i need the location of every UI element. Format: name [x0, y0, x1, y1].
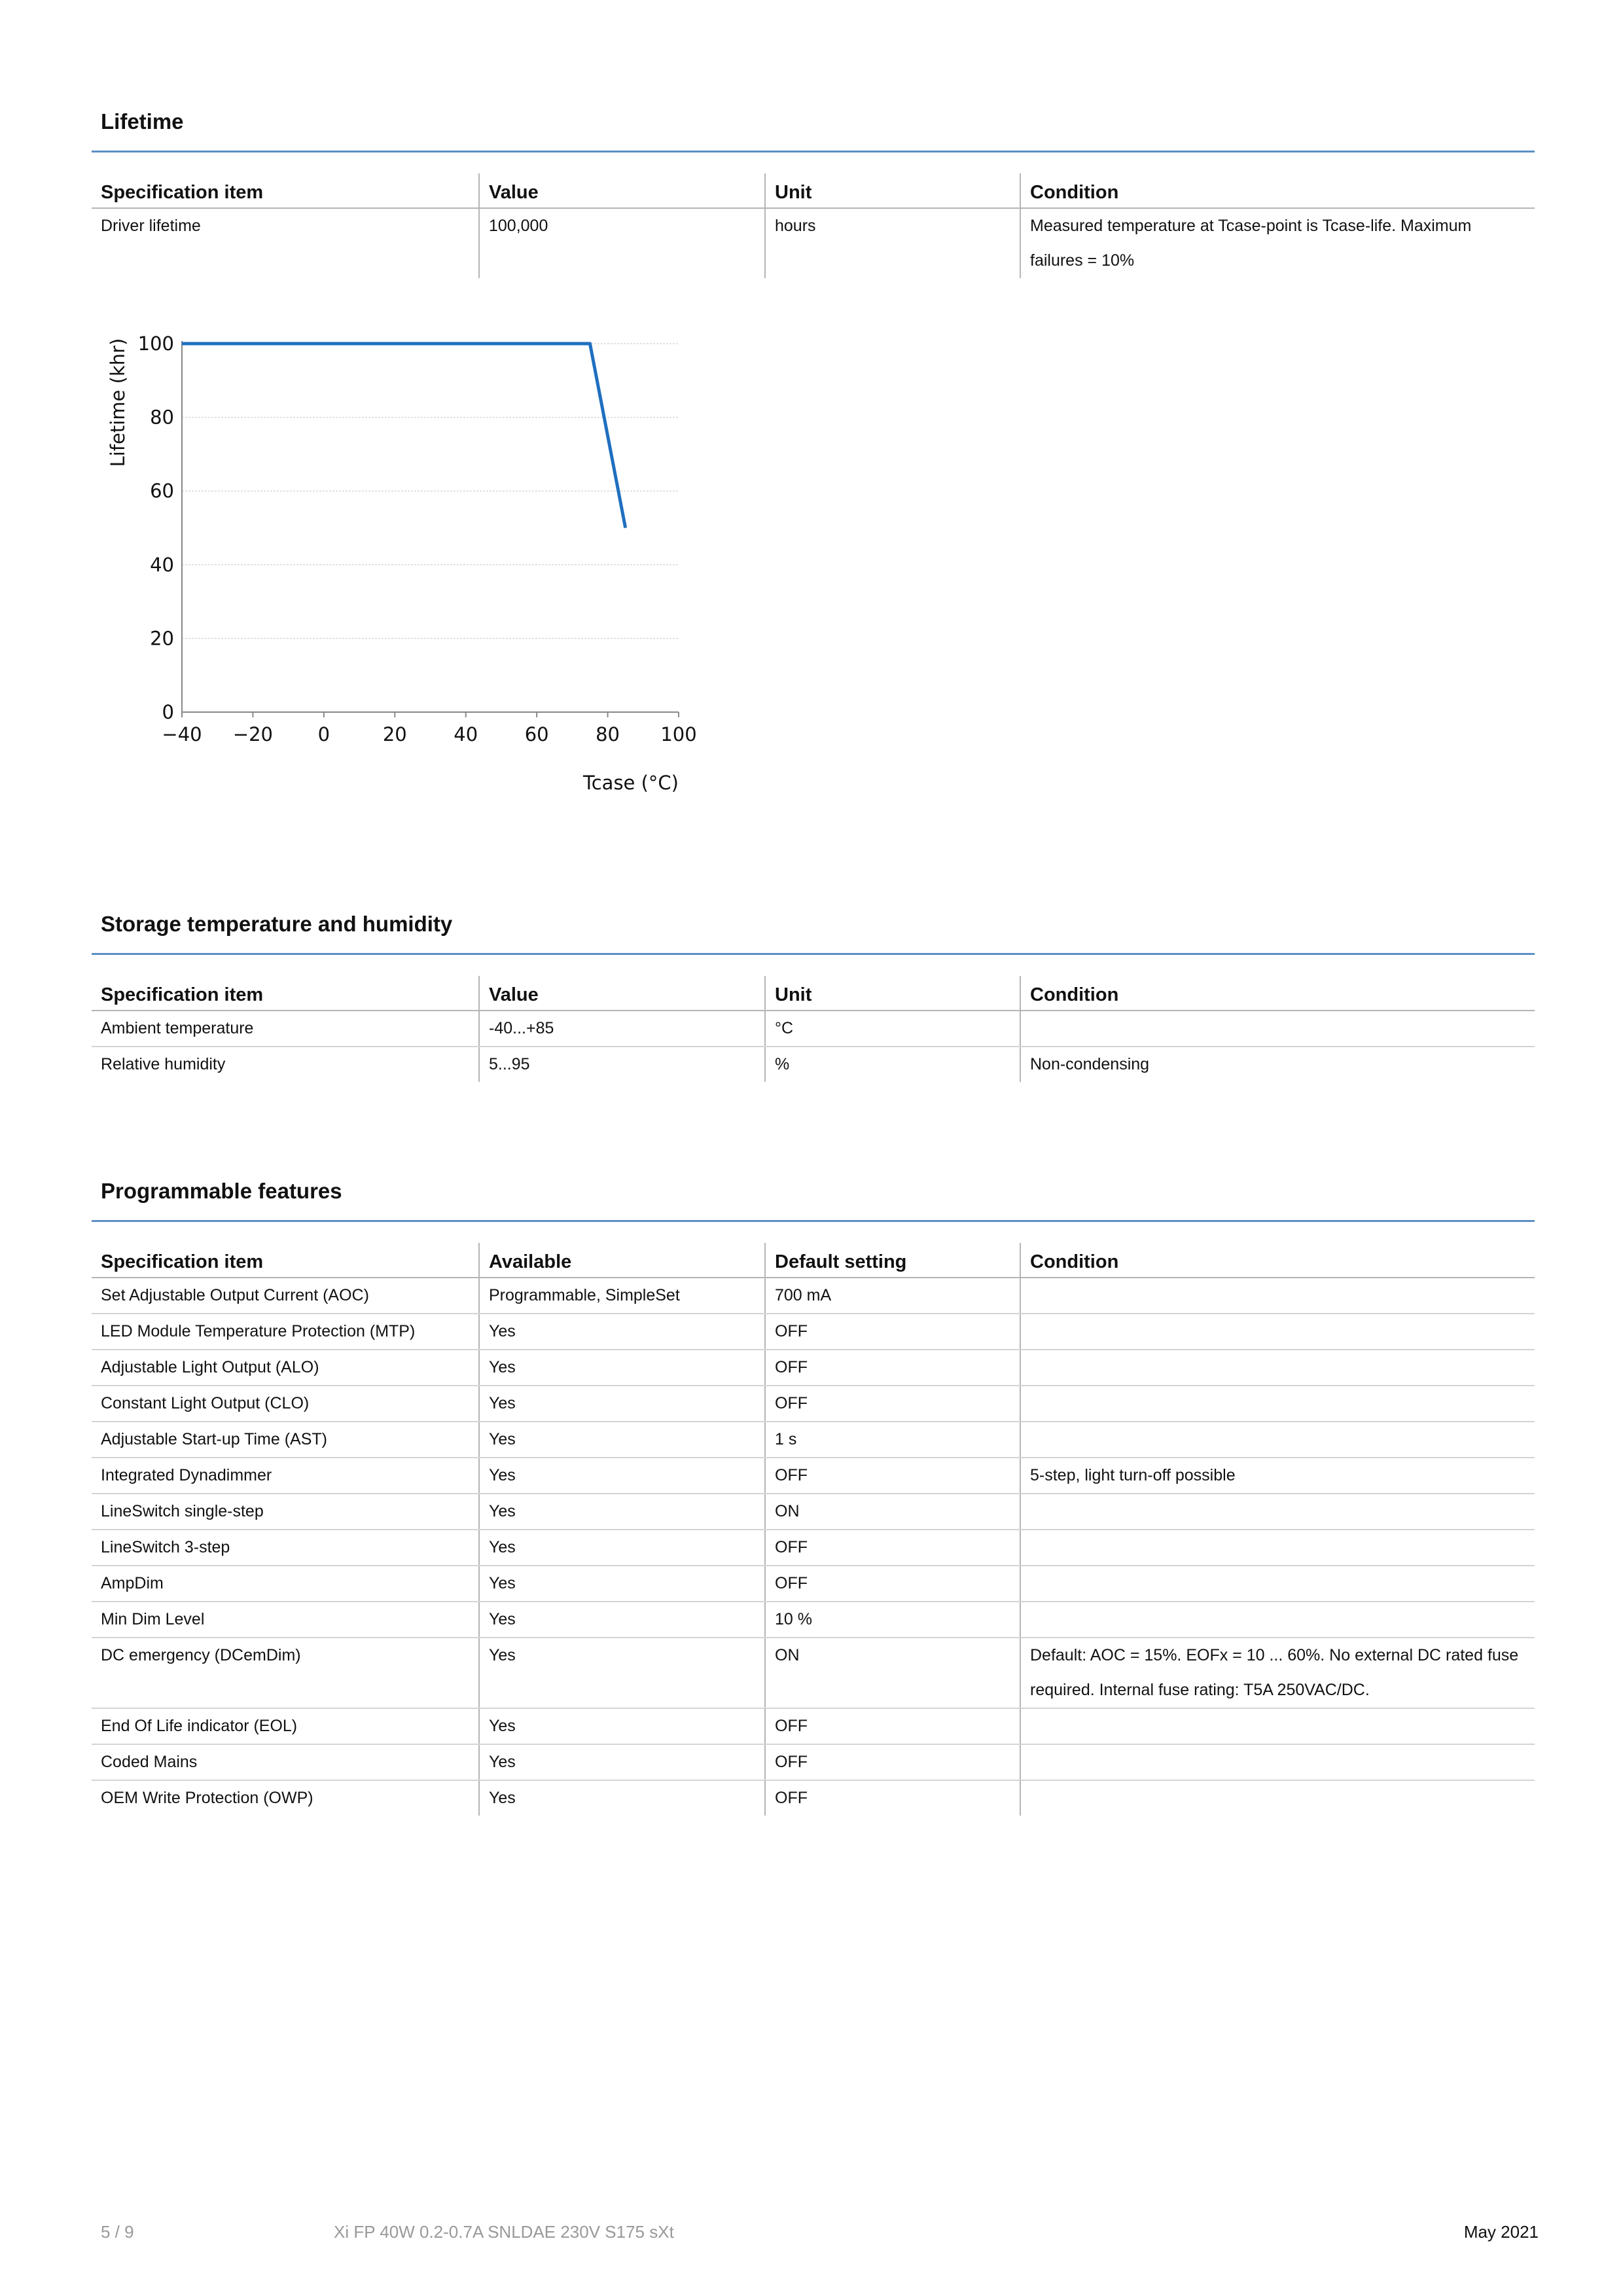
table-cell: Constant Light Output (CLO)	[92, 1386, 479, 1422]
column-header: Specification item	[92, 173, 479, 208]
table-cell: Relative humidity	[101, 1055, 226, 1073]
table-cell: LED Module Temperature Protection (MTP)	[92, 1314, 479, 1350]
table-cell: OFF	[765, 1350, 1020, 1386]
table-cell	[1020, 1530, 1535, 1566]
table-row	[92, 1602, 1535, 1638]
y-tick-label: 60	[150, 480, 174, 503]
table-cell: OFF	[765, 1314, 1020, 1350]
table-cell	[1020, 1350, 1535, 1386]
table-cell: Yes	[479, 1350, 765, 1386]
lifetime-section	[92, 105, 1535, 278]
y-tick-label: 20	[150, 627, 174, 650]
table-cell: 5-step, light turn-off possible	[1020, 1458, 1535, 1494]
table-cell: Yes	[479, 1530, 765, 1566]
table-cell: Integrated Dynadimmer	[92, 1458, 479, 1494]
table-cell: OFF	[765, 1708, 1020, 1744]
table-cell: Yes	[479, 1386, 765, 1422]
column-header: Specification item	[92, 1243, 479, 1278]
product-name: Xi FP 40W 0.2-0.7A SNLDAE 230V S175 sXt	[334, 2222, 674, 2242]
x-tick-label: 80	[596, 723, 620, 745]
table-row	[92, 1530, 1535, 1566]
lifetime-table	[92, 173, 1535, 278]
table-row	[92, 1422, 1535, 1458]
table-cell: %	[765, 1047, 1020, 1082]
table-cell: 700 mA	[765, 1278, 1020, 1314]
table-row	[92, 1011, 1535, 1047]
table-row	[92, 208, 1535, 278]
table-row	[92, 1350, 1535, 1386]
table-cell: 5...95	[479, 1047, 765, 1082]
table-cell	[1020, 1422, 1535, 1458]
table-cell: Yes	[479, 1494, 765, 1530]
table-cell: Driver lifetime	[101, 217, 201, 235]
column-header: Unit	[765, 173, 1020, 208]
table-cell: Measured temperature at Tcase-point is Tcase-life. Maximum failures = 10%	[1020, 208, 1535, 278]
table-header-row	[92, 173, 1535, 208]
series-line	[182, 344, 626, 528]
table-row	[92, 1314, 1535, 1350]
table-cell: OFF	[765, 1530, 1020, 1566]
storage-divider	[92, 953, 1535, 955]
page-number: 5 / 9	[101, 2222, 134, 2242]
table-cell: Yes	[479, 1708, 765, 1744]
column-header: Available	[479, 1243, 765, 1278]
table-cell: 100,000	[479, 208, 765, 278]
table-cell: OFF	[765, 1566, 1020, 1602]
x-tick-label: 100	[660, 723, 697, 745]
table-cell: hours	[765, 208, 1020, 278]
table-cell: -40...+85	[479, 1011, 765, 1047]
table-cell	[1020, 1744, 1535, 1780]
table-cell: OFF	[765, 1386, 1020, 1422]
table-cell: Set Adjustable Output Current (AOC)	[92, 1278, 479, 1314]
column-header: Unit	[765, 976, 1020, 1011]
table-cell: OEM Write Protection (OWP)	[101, 1789, 313, 1807]
table-header-row	[92, 976, 1535, 1011]
table-cell: Adjustable Start-up Time (AST)	[92, 1422, 479, 1458]
table-cell: Yes	[479, 1422, 765, 1458]
programmable-heading: Programmable features	[101, 1179, 342, 1203]
y-axis-label: Lifetime (khr)	[107, 338, 129, 467]
table-cell: OFF	[765, 1780, 1020, 1816]
programmable-table	[92, 1243, 1535, 1816]
table-cell: ON	[765, 1638, 1020, 1708]
table-cell: Yes	[479, 1780, 765, 1816]
table-cell: Yes	[479, 1602, 765, 1638]
table-cell: 1 s	[765, 1422, 1020, 1458]
table-row	[92, 1708, 1535, 1744]
table-cell: Yes	[479, 1458, 765, 1494]
table-row	[92, 1638, 1535, 1708]
table-cell: Min Dim Level	[92, 1602, 479, 1638]
programmable-divider	[92, 1220, 1535, 1222]
table-cell: Adjustable Light Output (ALO)	[92, 1350, 479, 1386]
x-tick-label: −20	[232, 723, 274, 745]
table-cell	[1020, 1708, 1535, 1744]
table-row	[92, 1458, 1535, 1494]
x-axis-label: Tcase (°C)	[582, 772, 679, 794]
lifetime-chart	[92, 314, 746, 812]
lifetime-divider	[92, 151, 1535, 152]
table-cell	[1020, 1566, 1535, 1602]
table-header-row	[92, 1243, 1535, 1278]
y-tick-label: 80	[150, 406, 174, 429]
x-tick-label: 20	[382, 723, 407, 745]
table-cell	[1020, 1011, 1535, 1047]
y-tick-label: 40	[150, 553, 174, 576]
table-cell: Ambient temperature	[92, 1011, 479, 1047]
table-cell: ON	[765, 1494, 1020, 1530]
y-tick-label: 0	[162, 701, 174, 723]
table-row	[92, 1494, 1535, 1530]
table-cell: LineSwitch 3-step	[92, 1530, 479, 1566]
lifetime-heading: Lifetime	[101, 109, 184, 134]
table-cell: LineSwitch single-step	[92, 1494, 479, 1530]
table-cell: Non-condensing	[1020, 1047, 1535, 1082]
table-cell	[1020, 1494, 1535, 1530]
table-cell: Yes	[479, 1744, 765, 1780]
storage-table	[92, 976, 1535, 1082]
y-tick-label: 100	[137, 332, 174, 355]
table-cell: °C	[765, 1011, 1020, 1047]
table-row	[92, 1744, 1535, 1780]
column-header: Condition	[1020, 173, 1535, 208]
storage-heading: Storage temperature and humidity	[101, 912, 453, 936]
programmable-section	[92, 1174, 1535, 1816]
table-cell	[1020, 1314, 1535, 1350]
table-cell: Programmable, SimpleSet	[479, 1278, 765, 1314]
column-header: Value	[479, 173, 765, 208]
table-row	[92, 1386, 1535, 1422]
table-cell: OFF	[765, 1458, 1020, 1494]
column-header: Default setting	[765, 1243, 1020, 1278]
table-row	[92, 1047, 1535, 1082]
table-cell	[1020, 1602, 1535, 1638]
table-row	[92, 1780, 1535, 1816]
table-cell: AmpDim	[92, 1566, 479, 1602]
column-header: Specification item	[92, 976, 479, 1011]
table-cell: 10 %	[765, 1602, 1020, 1638]
x-tick-label: −40	[162, 723, 202, 745]
table-cell: DC emergency (DCemDim)	[92, 1638, 479, 1708]
table-cell	[1020, 1278, 1535, 1314]
storage-section	[92, 907, 1535, 1082]
table-cell: End Of Life indicator (EOL)	[92, 1708, 479, 1744]
lifetime-chart-svg	[92, 314, 746, 812]
table-row	[92, 1278, 1535, 1314]
table-cell: Yes	[479, 1638, 765, 1708]
table-cell: OFF	[765, 1744, 1020, 1780]
column-header: Value	[479, 976, 765, 1011]
x-tick-label: 0	[317, 723, 330, 745]
column-header: Condition	[1020, 1243, 1535, 1278]
x-tick-label: 40	[454, 723, 478, 745]
column-header: Condition	[1020, 976, 1535, 1011]
table-cell: Coded Mains	[92, 1744, 479, 1780]
table-cell: Yes	[479, 1566, 765, 1602]
table-cell	[1020, 1780, 1535, 1816]
x-tick-label: 60	[524, 723, 549, 745]
table-cell: Default: AOC = 15%. EOFx = 10 ... 60%. No external DC rated fuse required. Internal fuse rating: T5A 250VAC/DC.	[1020, 1638, 1535, 1708]
table-row	[92, 1566, 1535, 1602]
table-cell	[1020, 1386, 1535, 1422]
publication-date: May 2021	[1463, 2222, 1539, 2242]
table-cell: Yes	[479, 1314, 765, 1350]
